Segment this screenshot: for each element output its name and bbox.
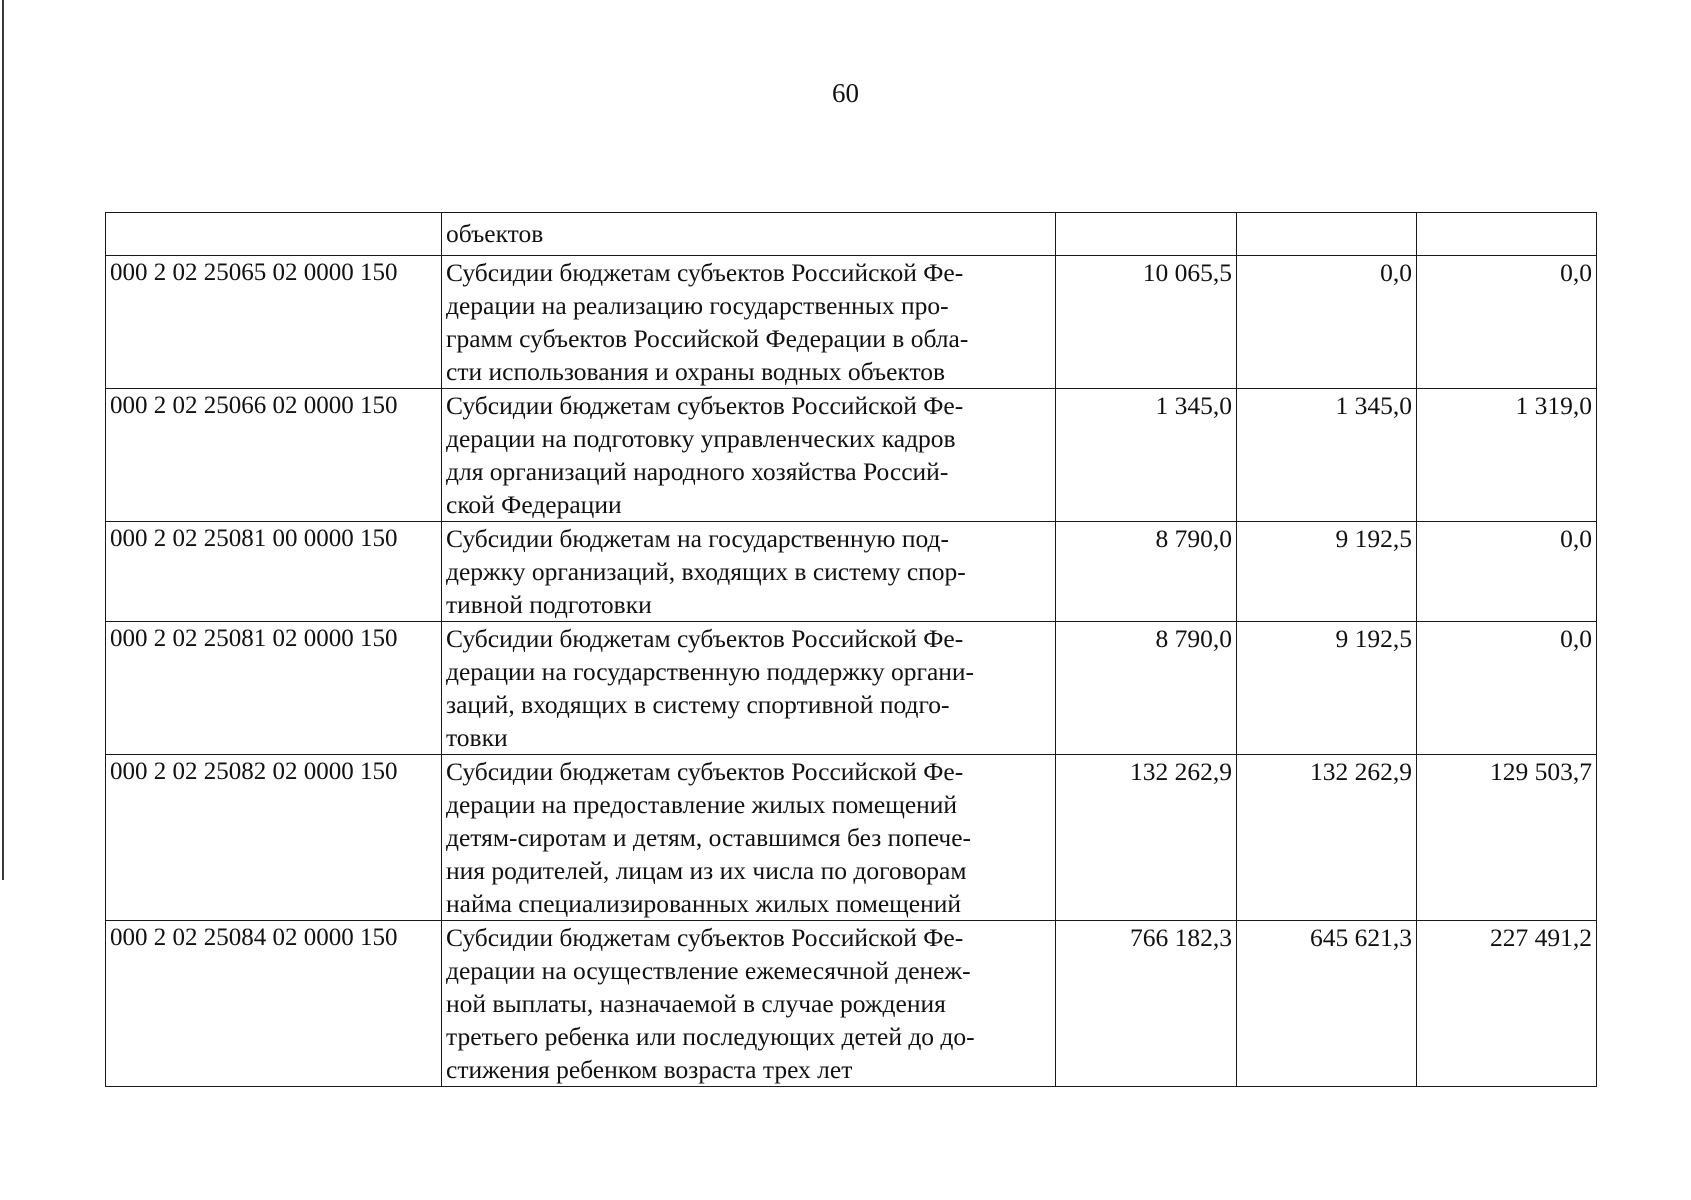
value-cell-2: 9 192,5 (1237, 622, 1417, 755)
name-line: сти использования и охраны водных объектов (446, 357, 946, 386)
name-line: Субсидии бюджетам субъектов Российской Фе- (446, 923, 964, 952)
code-cell: 000 2 02 25065 02 0000 150 (106, 256, 442, 389)
value-cell-3: 0,0 (1417, 256, 1597, 389)
name-cell (442, 755, 1056, 921)
value-cell-3: 0,0 (1417, 622, 1597, 755)
value-cell-2: 645 621,3 (1237, 921, 1417, 1087)
code-cell: 000 2 02 25081 00 0000 150 (106, 522, 442, 622)
value-cell-1: 8 790,0 (1056, 622, 1237, 755)
name-line: ния родителей, лицам из их числа по договорам (446, 856, 967, 885)
name-line: заций, входящих в систему спортивной подго- (446, 690, 950, 719)
name-cell (442, 256, 1056, 389)
code-cell (106, 213, 442, 256)
name-line: Субсидии бюджетам субъектов Российской Фе- (446, 757, 964, 786)
name-cell (442, 622, 1056, 755)
name-line: ной выплаты, назначаемой в случае рождения (446, 989, 946, 1018)
table-row (106, 921, 1597, 1087)
name-line: грамм субъектов Российской Федерации в обла- (446, 324, 969, 353)
name-line: стижения ребенком возраста трех лет (446, 1055, 853, 1084)
name-line: Субсидии бюджетам субъектов Российской Фе- (446, 624, 964, 653)
code-cell: 000 2 02 25066 02 0000 150 (106, 389, 442, 522)
value-cell-3 (1417, 213, 1597, 256)
table-row-continuation (106, 213, 1597, 256)
code-cell: 000 2 02 25084 02 0000 150 (106, 921, 442, 1087)
value-cell-3: 227 491,2 (1417, 921, 1597, 1087)
scan-edge-line (2, 0, 4, 880)
name-line: ской Федерации (446, 490, 622, 519)
value-cell-1: 1 345,0 (1056, 389, 1237, 522)
table-row (106, 622, 1597, 755)
table-row (106, 256, 1597, 389)
value-cell-2 (1237, 213, 1417, 256)
name-line: дерации на осуществление ежемесячной денеж- (446, 956, 971, 985)
name-cell (442, 522, 1056, 622)
code-cell: 000 2 02 25081 02 0000 150 (106, 622, 442, 755)
code-cell: 000 2 02 25082 02 0000 150 (106, 755, 442, 921)
value-cell-2: 1 345,0 (1237, 389, 1417, 522)
name-cell (442, 921, 1056, 1087)
name-line: дерации на реализацию государственных про- (446, 291, 949, 320)
value-cell-1: 8 790,0 (1056, 522, 1237, 622)
name-cell (442, 389, 1056, 522)
name-line: для организаций народного хозяйства Россий- (446, 457, 949, 486)
budget-table (105, 212, 1597, 1087)
page-number: 60 (832, 78, 859, 108)
value-cell-3: 0,0 (1417, 522, 1597, 622)
table-row (106, 522, 1597, 622)
name-line: товки (446, 723, 508, 752)
value-cell-2: 0,0 (1237, 256, 1417, 389)
name-line: дерации на предоставление жилых помещений (446, 790, 958, 819)
name-line: держку организаций, входящих в систему спор- (446, 557, 966, 586)
budget-table-body (106, 213, 1597, 1087)
value-cell-1 (1056, 213, 1237, 256)
value-cell-1: 132 262,9 (1056, 755, 1237, 921)
name-cell: объектов (442, 213, 1056, 256)
name-line: дерации на подготовку управленческих кадров (446, 424, 956, 453)
name-line: найма специализированных жилых помещений (446, 889, 962, 918)
table-row (106, 755, 1597, 921)
name-line: Субсидии бюджетам субъектов Российской Фе- (446, 391, 964, 420)
name-line: Субсидии бюджетам на государственную под- (446, 524, 949, 553)
name-line: тивной подготовки (446, 590, 652, 619)
value-cell-1: 10 065,5 (1056, 256, 1237, 389)
table-row (106, 389, 1597, 522)
name-line: третьего ребенка или последующих детей до до- (446, 1022, 975, 1051)
name-line: Субсидии бюджетам субъектов Российской Фе- (446, 258, 964, 287)
value-cell-2: 132 262,9 (1237, 755, 1417, 921)
value-cell-1: 766 182,3 (1056, 921, 1237, 1087)
value-cell-3: 1 319,0 (1417, 389, 1597, 522)
value-cell-2: 9 192,5 (1237, 522, 1417, 622)
name-line: дерации на государственную поддержку органи- (446, 657, 975, 686)
name-line: детям-сиротам и детям, оставшимся без попече- (446, 823, 972, 852)
value-cell-3: 129 503,7 (1417, 755, 1597, 921)
